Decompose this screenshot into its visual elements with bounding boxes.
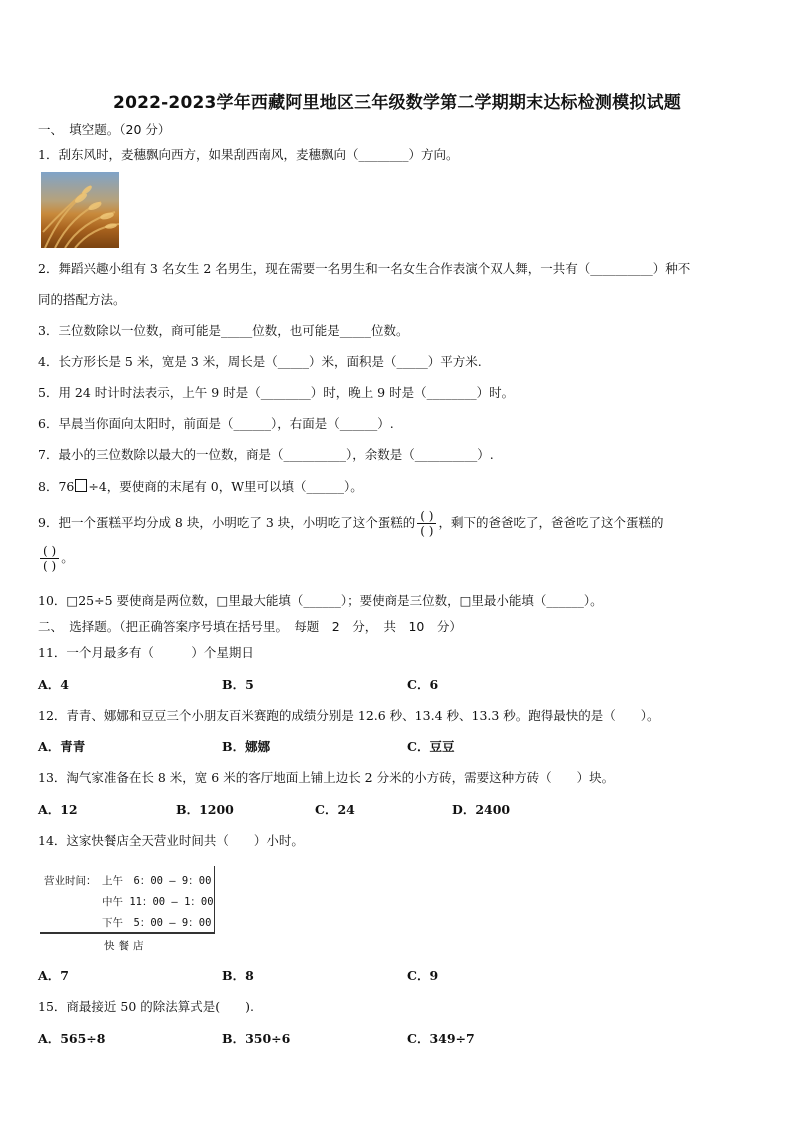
q12-option-b: B．娜娜 (222, 739, 271, 754)
q14-option-a: A．7 (38, 968, 69, 983)
hours-label: 营业时间： (44, 875, 97, 887)
question-15: 15．商最接近 50 的除法算式是( ). (38, 999, 254, 1014)
question-9 (38, 508, 663, 538)
question-1: 1．刮东风时，麦穗飘向西方，如果刮西南风，麦穗飘向（________）方向。 (38, 147, 459, 162)
question-14: 14．这家快餐店全天营业时间共（ ）小时。 (38, 833, 304, 848)
question-8-suffix: ÷4，要使商的末尾有 0，W里可以填（______）。 (88, 479, 363, 494)
question-4: 4．长方形长是 5 米，宽是 3 米，周长是（_____）米，面积是（_____）平方米. (38, 354, 482, 369)
hours-row-noon: 中午 11：00 — 1：00 (102, 896, 214, 908)
question-9-end: 。 (61, 550, 74, 565)
question-9-part-2: ，剩下的爸爸吃了，爸爸吃了这个蛋糕的 (438, 515, 664, 530)
q11-option-c: C．6 (407, 677, 439, 692)
blank-box-icon (75, 479, 87, 492)
q13-option-b: B．1200 (176, 802, 234, 817)
question-5: 5．用 24 时计时法表示，上午 9 时是（________）时，晚上 9 时是（________）时。 (38, 385, 515, 400)
wheat-image (41, 172, 119, 248)
question-8 (38, 479, 363, 495)
fraction-2-numerator: ( ) (40, 544, 59, 559)
q15-option-c: C．349÷7 (407, 1031, 475, 1046)
section-2-header: 二、 选择题。（把正确答案序号填在括号里。 每题 2 分， 共 10 分） (38, 619, 462, 634)
question-7: 7．最小的三位数除以最大的一位数，商是（__________），余数是（__________）. (38, 447, 494, 462)
question-9-line-2 (40, 544, 74, 573)
question-13: 13．淘气家准备在长 8 米，宽 6 米的客厅地面上铺上边长 2 分米的小方砖，需要这种方砖（ ）块。 (38, 770, 615, 785)
question-9-part-1: 9．把一个蛋糕平均分成 8 块，小明吃了 3 块，小明吃了这个蛋糕的 (38, 515, 416, 530)
q12-option-c: C．豆豆 (407, 739, 455, 754)
fraction-1-denominator: ( ) (420, 524, 434, 538)
hours-row-evening: 下午 5：00 — 9：00 (102, 917, 212, 929)
fraction-blank-1 (417, 509, 436, 538)
question-8-prefix: 8．76 (38, 479, 75, 494)
q13-option-c: C．24 (315, 802, 355, 817)
q11-option-b: B．5 (222, 677, 254, 692)
q14-option-b: B．8 (222, 968, 254, 983)
page-title: 2022-2023学年西藏阿里地区三年级数学第二学期期末达标检测模拟试题 (113, 93, 681, 113)
fraction-blank-2 (40, 544, 59, 573)
question-12: 12．青青、娜娜和豆豆三个小朋友百米赛跑的成绩分别是 12.6 秒、13.4 秒、13.3 秒。跑得最快的是（ ）。 (38, 708, 660, 723)
wheat-stalks-icon (41, 172, 119, 248)
q13-option-d: D．2400 (452, 802, 511, 817)
q14-option-c: C．9 (407, 968, 439, 983)
shop-name: 快餐店 (104, 940, 148, 952)
q15-option-a: A．565÷8 (38, 1031, 106, 1046)
fraction-1-numerator: ( ) (417, 509, 436, 524)
fraction-2-denominator: ( ) (43, 559, 57, 573)
question-3: 3．三位数除以一位数，商可能是_____位数，也可能是_____位数。 (38, 323, 409, 338)
question-6: 6．早晨当你面向太阳时，前面是（______），右面是（______）. (38, 416, 394, 431)
q15-option-b: B．350÷6 (222, 1031, 291, 1046)
business-hours-sign (40, 866, 215, 934)
section-1-header: 一、 填空题。（20 分） (38, 122, 171, 137)
question-2-line-2: 同的搭配方法。 (38, 292, 126, 307)
question-11: 11．一个月最多有（ ）个星期日 (38, 645, 254, 660)
question-10: 10．□25÷5 要使商是两位数，□里最大能填（______）；要使商是三位数，□里最小能填（______）。 (38, 593, 603, 608)
q12-option-a: A．青青 (38, 739, 86, 754)
q11-option-a: A．4 (38, 677, 69, 692)
q13-option-a: A．12 (38, 802, 78, 817)
question-2-line-1: 2．舞蹈兴趣小组有 3 名女生 2 名男生，现在需要一名男生和一名女生合作表演个双人舞，一共有（__________）种不 (38, 261, 691, 276)
hours-row-morning: 上午 6：00 — 9：00 (102, 875, 212, 887)
